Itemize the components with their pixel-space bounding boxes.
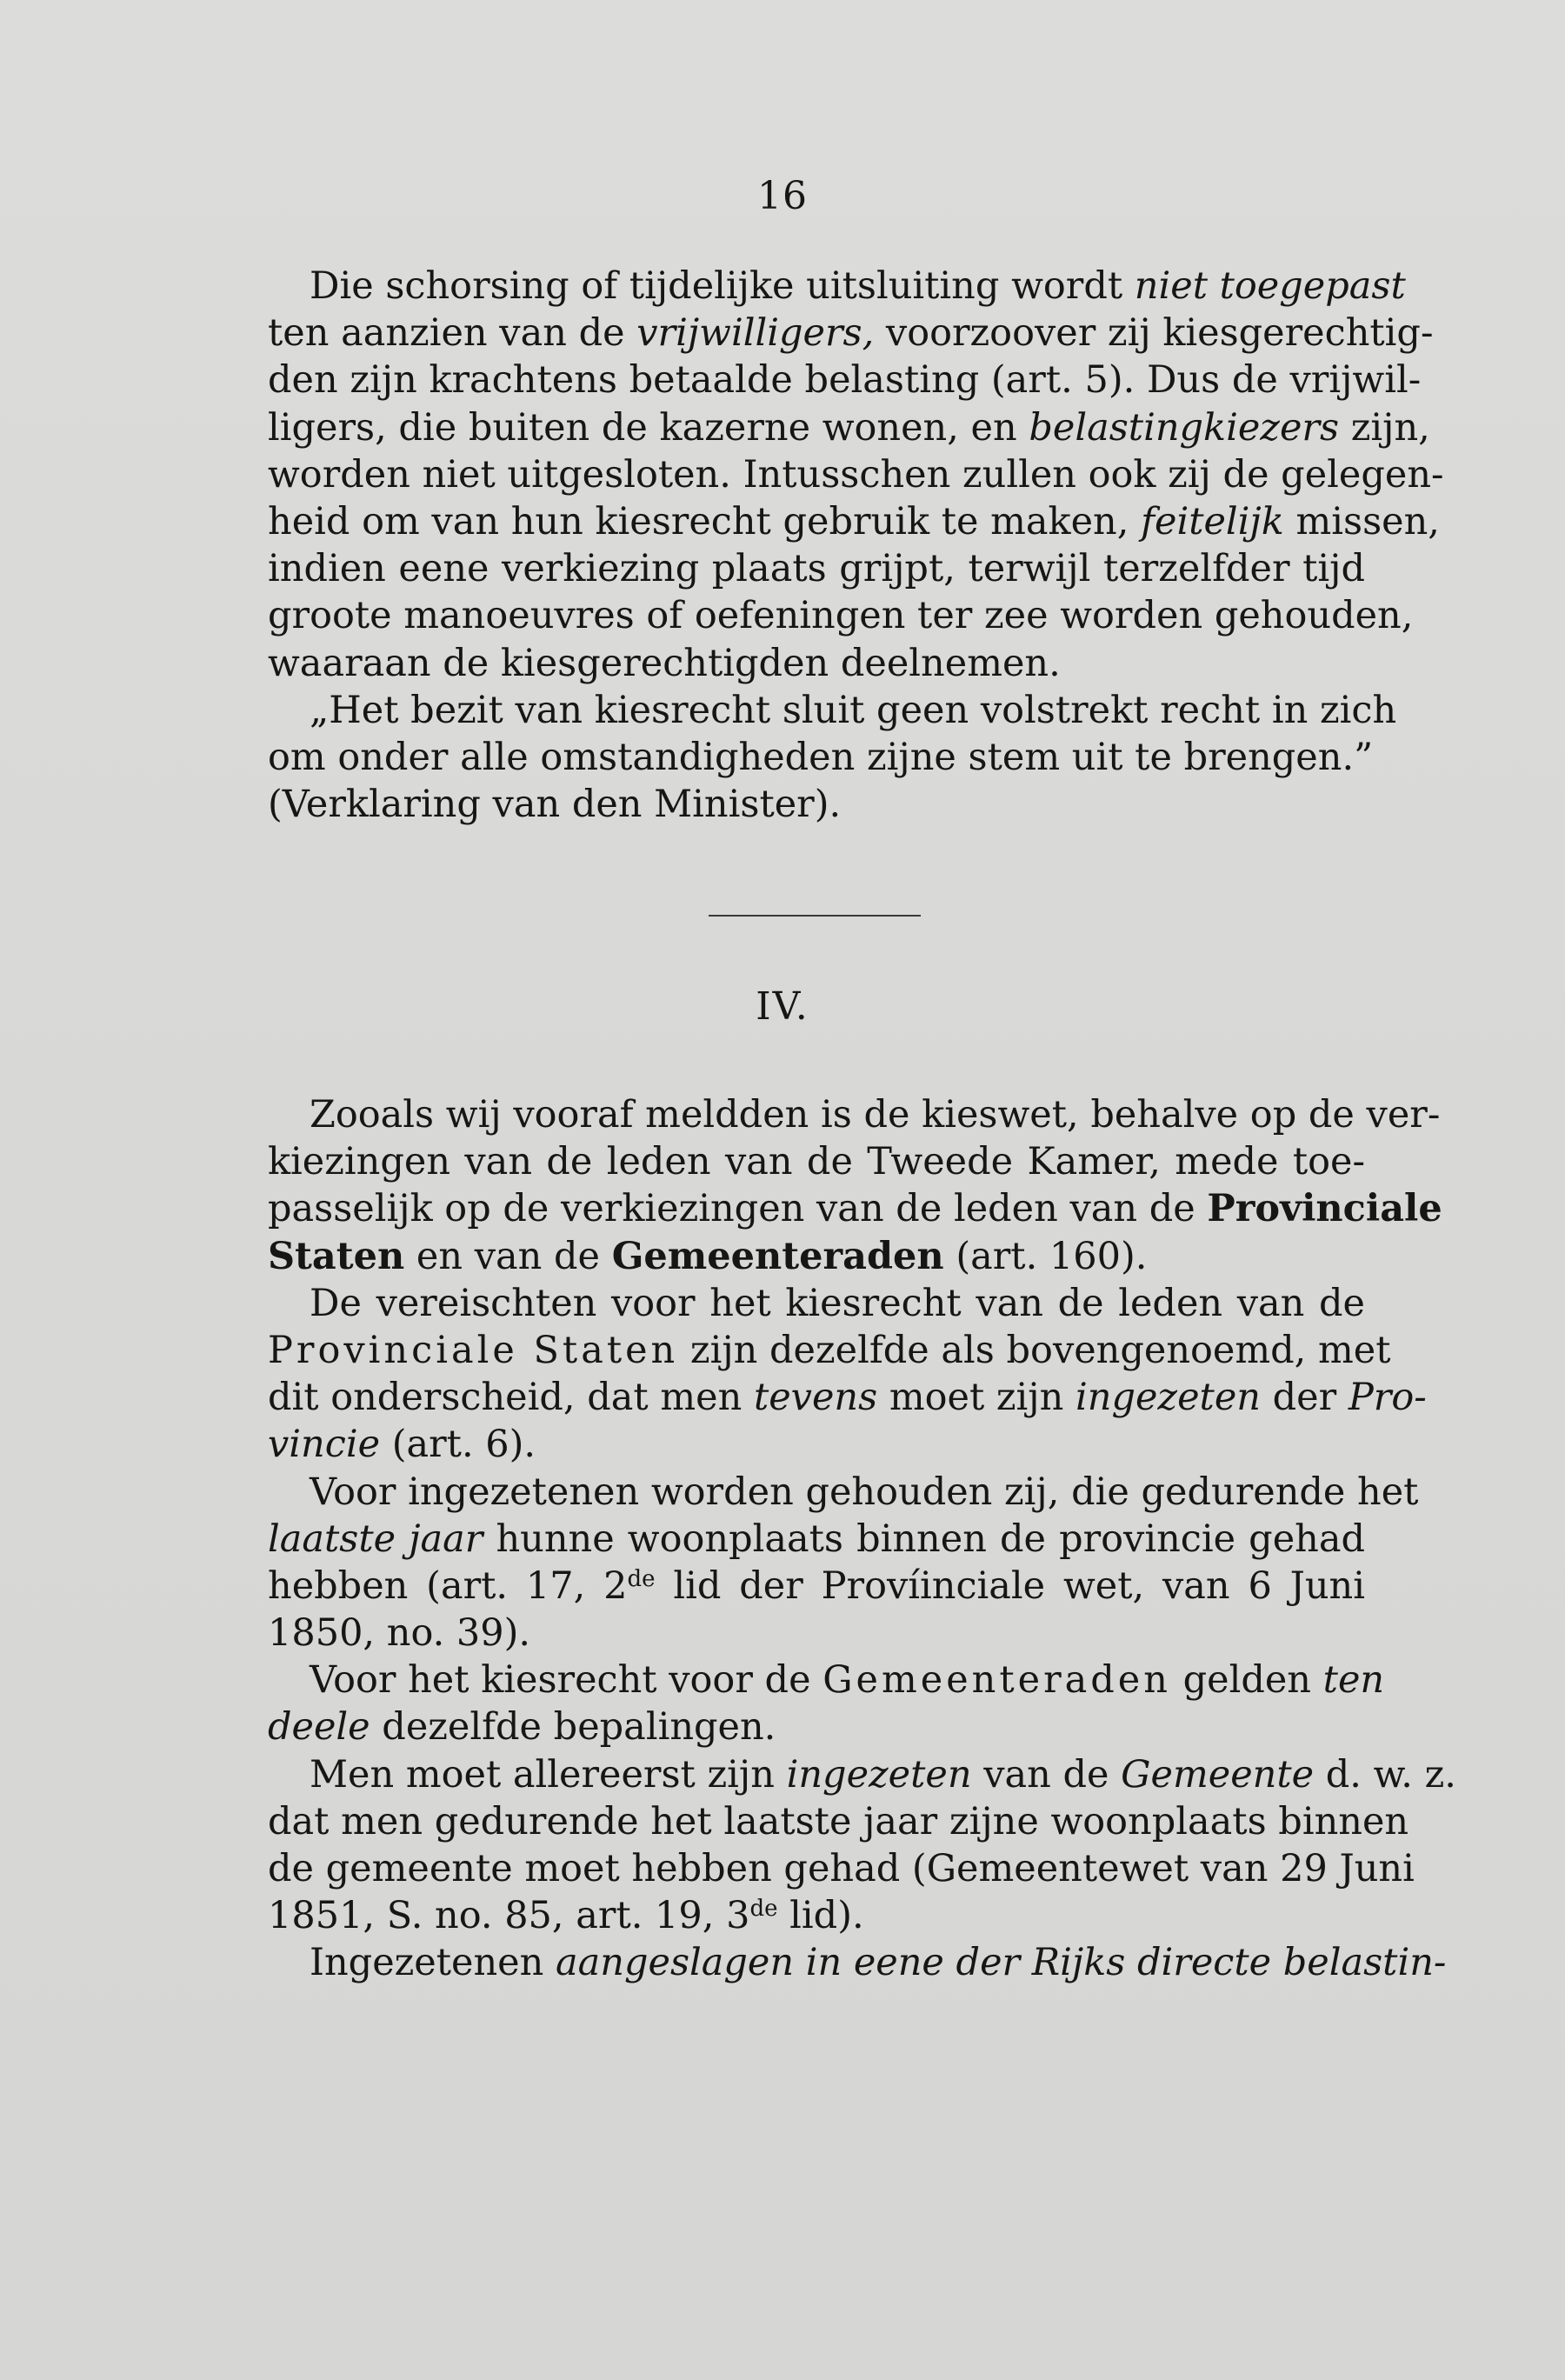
text-line: dat men gedurende het laatste jaar zijne woonplaats binnen xyxy=(268,1799,1409,1843)
text-line: groote manoeuvres of oefeningen ter zee worden gehouden, xyxy=(268,594,1414,638)
text-line: ten aanzien van de vrijwilligers, voorzoover zij kiesgerechtig- xyxy=(268,311,1434,356)
text-line: heid om van hun kiesrecht gebruik te maken, feitelijk missen, xyxy=(268,499,1440,543)
text-line: hebben (art. 17, 2de lid der Províinciale wet, van 6 Juni xyxy=(268,1563,1366,1608)
page-number: 16 xyxy=(757,174,808,218)
text-line: den zijn krachtens betaalde belasting (art. 5). Dus de vrijwil- xyxy=(268,358,1422,403)
text-line: om onder alle omstandigheden zijne stem uit te brengen.” xyxy=(268,735,1374,779)
text-line: indien eene verkiezing plaats grijpt, terwijl terzelfder tijd xyxy=(268,547,1365,591)
text-line: 1851, S. no. 85, art. 19, 3de lid). xyxy=(268,1894,864,1938)
text-line: Men moet allereerst zijn ingezeten van de Gemeente d. w. z. xyxy=(310,1752,1456,1797)
text-block-top xyxy=(268,263,1444,828)
text-line: De vereischten voor het kiesrecht van de leden van de xyxy=(310,1281,1365,1325)
text-line: (Verklaring van den Minister). xyxy=(268,783,842,827)
text-line: deele dezelfde bepalingen. xyxy=(268,1705,776,1750)
text-line: Staten en van de Gemeenteraden (art. 160). xyxy=(268,1234,1148,1278)
text-line: de gemeente moet hebben gehad (Gemeentewet van 29 Juni xyxy=(268,1847,1415,1890)
text-line: laatste jaar hunne woonplaats binnen de provincie gehad xyxy=(268,1517,1365,1561)
text-line: „Het bezit van kiesrecht sluit geen volstrekt recht in zich xyxy=(310,688,1397,732)
text-line: Provinciale Staten zijn dezelfde als bovengenoemd, met xyxy=(268,1328,1391,1372)
text-line: kiezingen van de leden van de Tweede Kamer, mede toe- xyxy=(268,1140,1365,1184)
section-divider xyxy=(709,915,921,917)
text-line: waaraan de kiesgerechtigden deelnemen. xyxy=(268,641,1061,685)
text-line: 1850, no. 39). xyxy=(268,1611,531,1656)
text-line: Zooals wij vooraf meldden is de kieswet, behalve op de ver- xyxy=(310,1093,1441,1137)
text-line: Voor ingezetenen worden gehouden zij, die gedurende het xyxy=(310,1470,1419,1514)
text-line: Die schorsing of tijdelijke uitsluiting wordt niet toegepast xyxy=(310,264,1406,308)
text-line: ligers, die buiten de kazerne wonen, en belastingkiezers zijn, xyxy=(268,405,1430,450)
text-line: worden niet uitgesloten. Intusschen zullen ook zij de gelegen- xyxy=(268,452,1444,497)
text-line: dit onderscheid, dat men tevens moet zijn ingezeten der Pro- xyxy=(268,1376,1427,1420)
text-line: passelijk op de verkiezingen van de leden van de Provinciale xyxy=(268,1187,1442,1231)
text-line: Voor het kiesrecht voor de Gemeenteraden gelden ten xyxy=(310,1658,1385,1703)
text-line: vincie (art. 6). xyxy=(268,1423,536,1467)
section-heading: IV. xyxy=(756,984,809,1029)
text-line: Ingezetenen aangeslagen in eene der Rijks directe belastin- xyxy=(310,1941,1447,1985)
text-block-section-iv xyxy=(268,1091,1456,1987)
